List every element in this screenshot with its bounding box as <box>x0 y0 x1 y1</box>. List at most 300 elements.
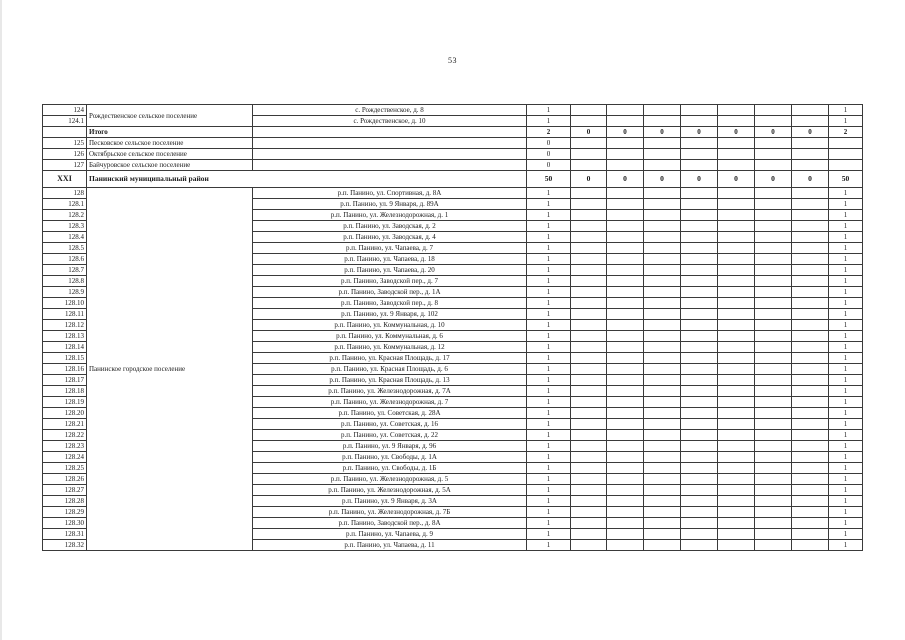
value-cell <box>607 276 644 287</box>
value-cell <box>792 441 829 452</box>
value-cell: 1 <box>527 105 571 116</box>
value-cell: 1 <box>527 276 571 287</box>
value-cell <box>718 496 755 507</box>
value-cell <box>718 474 755 485</box>
address-cell: р.п. Панино, ул. Железнодорожная, д. 1 <box>253 210 527 221</box>
value-cell <box>718 276 755 287</box>
address-cell: р.п. Панино, ул. Чапаева, д. 18 <box>253 254 527 265</box>
address-cell <box>253 127 527 138</box>
value-cell <box>755 149 792 160</box>
value-cell <box>681 540 718 551</box>
value-cell <box>607 105 644 116</box>
row-number: 126 <box>43 149 87 160</box>
value-cell: 0 <box>527 160 571 171</box>
value-cell <box>681 452 718 463</box>
row-number: 128.19 <box>43 397 87 408</box>
value-cell <box>607 232 644 243</box>
row-number: 128.18 <box>43 386 87 397</box>
value-cell <box>755 408 792 419</box>
address-cell: р.п. Панино, Заводской пер., д. 8 <box>253 298 527 309</box>
value-cell <box>681 188 718 199</box>
value-cell <box>755 309 792 320</box>
table-row <box>43 138 863 149</box>
row-number: 127 <box>43 160 87 171</box>
value-cell <box>607 529 644 540</box>
value-cell: 1 <box>829 485 863 496</box>
row-number: 128.11 <box>43 309 87 320</box>
value-cell <box>644 254 681 265</box>
value-cell <box>644 430 681 441</box>
value-cell: 0 <box>644 127 681 138</box>
value-cell <box>718 408 755 419</box>
value-cell <box>644 496 681 507</box>
value-cell <box>644 138 681 149</box>
value-cell <box>755 452 792 463</box>
value-cell <box>792 287 829 298</box>
value-cell <box>718 430 755 441</box>
value-cell <box>755 287 792 298</box>
address-cell: с. Рождественское, д. 10 <box>253 116 527 127</box>
value-cell <box>644 265 681 276</box>
address-cell: с. Рождественское, д. 8 <box>253 105 527 116</box>
value-cell <box>607 540 644 551</box>
value-cell <box>755 540 792 551</box>
value-cell <box>792 375 829 386</box>
value-cell <box>571 463 607 474</box>
address-cell: р.п. Панино, ул. Красная Площадь, д. 6 <box>253 364 527 375</box>
row-number: 128.30 <box>43 518 87 529</box>
value-cell <box>644 386 681 397</box>
value-cell: 1 <box>527 364 571 375</box>
value-cell <box>718 149 755 160</box>
value-cell <box>607 188 644 199</box>
value-cell: 1 <box>829 210 863 221</box>
address-cell: р.п. Панино, ул. 9 Января, д. 102 <box>253 309 527 320</box>
value-cell <box>792 430 829 441</box>
value-cell: 1 <box>829 188 863 199</box>
value-cell <box>792 254 829 265</box>
table-row <box>43 160 863 171</box>
value-cell <box>644 149 681 160</box>
value-cell: 1 <box>829 320 863 331</box>
value-cell <box>718 540 755 551</box>
value-cell <box>718 452 755 463</box>
value-cell <box>607 243 644 254</box>
value-cell <box>681 243 718 254</box>
value-cell: 1 <box>829 386 863 397</box>
value-cell <box>681 463 718 474</box>
value-cell: 0 <box>644 171 681 188</box>
value-cell <box>718 342 755 353</box>
value-cell <box>571 342 607 353</box>
value-cell <box>681 474 718 485</box>
value-cell: 1 <box>527 199 571 210</box>
address-cell: р.п. Панино, ул. Красная Площадь, д. 13 <box>253 375 527 386</box>
value-cell <box>681 353 718 364</box>
value-cell <box>792 160 829 171</box>
value-cell <box>792 298 829 309</box>
value-cell <box>607 221 644 232</box>
value-cell <box>681 309 718 320</box>
value-cell <box>644 342 681 353</box>
value-cell <box>607 309 644 320</box>
value-cell <box>571 298 607 309</box>
value-cell <box>644 105 681 116</box>
value-cell <box>718 364 755 375</box>
value-cell <box>607 419 644 430</box>
value-cell <box>718 287 755 298</box>
value-cell <box>792 485 829 496</box>
page-number: 53 <box>448 56 457 65</box>
value-cell <box>755 397 792 408</box>
total-row <box>43 127 863 138</box>
value-cell <box>792 342 829 353</box>
value-cell <box>681 232 718 243</box>
row-number: 128.5 <box>43 243 87 254</box>
row-number: 128.2 <box>43 210 87 221</box>
address-cell: р.п. Панино, ул. Советская, д. 16 <box>253 419 527 430</box>
value-cell: 1 <box>527 529 571 540</box>
value-cell: 1 <box>829 353 863 364</box>
value-cell <box>755 210 792 221</box>
value-cell <box>571 116 607 127</box>
value-cell <box>681 331 718 342</box>
value-cell <box>718 529 755 540</box>
value-cell: 1 <box>527 485 571 496</box>
value-cell: 1 <box>829 254 863 265</box>
value-cell <box>718 116 755 127</box>
row-number: 128.26 <box>43 474 87 485</box>
value-cell <box>607 160 644 171</box>
value-cell <box>681 254 718 265</box>
value-cell <box>571 210 607 221</box>
value-cell <box>571 221 607 232</box>
value-cell <box>607 375 644 386</box>
value-cell <box>681 265 718 276</box>
value-cell: 0 <box>681 127 718 138</box>
value-cell <box>607 408 644 419</box>
value-cell: 1 <box>527 496 571 507</box>
value-cell <box>607 342 644 353</box>
value-cell <box>644 276 681 287</box>
row-number: 128.29 <box>43 507 87 518</box>
region-number: XXI <box>43 171 87 188</box>
row-number: 128.25 <box>43 463 87 474</box>
value-cell: 1 <box>527 353 571 364</box>
value-cell <box>755 320 792 331</box>
value-cell: 1 <box>829 507 863 518</box>
row-number: 128.3 <box>43 221 87 232</box>
value-cell <box>571 529 607 540</box>
row-number: 128.28 <box>43 496 87 507</box>
value-cell <box>755 188 792 199</box>
value-cell: 1 <box>829 105 863 116</box>
value-cell <box>571 496 607 507</box>
value-cell <box>755 507 792 518</box>
value-cell: 0 <box>718 127 755 138</box>
value-cell <box>792 188 829 199</box>
value-cell <box>792 221 829 232</box>
value-cell <box>607 138 644 149</box>
value-cell <box>792 309 829 320</box>
value-cell <box>681 485 718 496</box>
value-cell <box>755 441 792 452</box>
address-cell: р.п. Панино, ул. Железнодорожная, д. 7А <box>253 386 527 397</box>
value-cell <box>571 474 607 485</box>
row-number: 128.23 <box>43 441 87 452</box>
value-cell: 1 <box>829 452 863 463</box>
address-cell: р.п. Панино, ул. Красная Площадь, д. 17 <box>253 353 527 364</box>
value-cell <box>571 287 607 298</box>
value-cell <box>755 353 792 364</box>
value-cell: 1 <box>527 474 571 485</box>
value-cell <box>718 419 755 430</box>
row-number: 128.14 <box>43 342 87 353</box>
value-cell <box>792 105 829 116</box>
value-cell: 1 <box>829 199 863 210</box>
address-cell: р.п. Панино, ул. Железнодорожная, д. 5А <box>253 485 527 496</box>
value-cell <box>755 342 792 353</box>
value-cell <box>681 430 718 441</box>
value-cell <box>644 474 681 485</box>
value-cell <box>755 276 792 287</box>
value-cell <box>607 441 644 452</box>
municipality-name: Песковское сельское поселение <box>87 138 253 149</box>
value-cell: 0 <box>571 127 607 138</box>
value-cell <box>718 221 755 232</box>
value-cell <box>681 320 718 331</box>
value-cell <box>644 540 681 551</box>
value-cell: 1 <box>527 463 571 474</box>
value-cell <box>571 243 607 254</box>
value-cell <box>607 496 644 507</box>
value-cell: 1 <box>527 540 571 551</box>
value-cell <box>681 397 718 408</box>
value-cell <box>755 265 792 276</box>
value-cell: 50 <box>527 171 571 188</box>
value-cell <box>681 386 718 397</box>
value-cell <box>792 408 829 419</box>
value-cell <box>718 485 755 496</box>
value-cell <box>571 353 607 364</box>
value-cell <box>607 199 644 210</box>
value-cell <box>681 149 718 160</box>
value-cell <box>755 485 792 496</box>
value-cell <box>607 386 644 397</box>
value-cell <box>792 529 829 540</box>
value-cell: 1 <box>527 265 571 276</box>
value-cell <box>644 331 681 342</box>
value-cell <box>792 210 829 221</box>
value-cell <box>571 430 607 441</box>
value-cell: 1 <box>829 540 863 551</box>
value-cell <box>644 507 681 518</box>
value-cell <box>607 430 644 441</box>
address-cell: р.п. Панино, ул. Железнодорожная, д. 5 <box>253 474 527 485</box>
value-cell: 0 <box>681 171 718 188</box>
value-cell: 1 <box>527 320 571 331</box>
value-cell <box>571 441 607 452</box>
value-cell <box>792 265 829 276</box>
address-cell: р.п. Панино, ул. Железнодорожная, д. 7 <box>253 397 527 408</box>
value-cell <box>607 210 644 221</box>
row-number: 124 <box>43 105 87 116</box>
value-cell <box>644 364 681 375</box>
value-cell <box>755 105 792 116</box>
value-cell <box>607 452 644 463</box>
value-cell: 1 <box>829 518 863 529</box>
address-cell: р.п. Панино, ул. Коммунальная, д. 10 <box>253 320 527 331</box>
value-cell <box>792 232 829 243</box>
value-cell: 1 <box>527 232 571 243</box>
address-cell: р.п. Панино, ул. Советская, д. 28А <box>253 408 527 419</box>
row-number <box>43 127 87 138</box>
value-cell: 1 <box>829 232 863 243</box>
value-cell: 1 <box>527 342 571 353</box>
row-number: 125 <box>43 138 87 149</box>
value-cell: 0 <box>607 127 644 138</box>
row-number: 128.17 <box>43 375 87 386</box>
value-cell <box>681 276 718 287</box>
address-cell: р.п. Панино, ул. Заводская, д. 2 <box>253 221 527 232</box>
value-cell <box>681 375 718 386</box>
value-cell: 1 <box>527 375 571 386</box>
value-cell <box>681 518 718 529</box>
address-cell: р.п. Панино, ул. 9 Января, д. 89А <box>253 199 527 210</box>
value-cell: 50 <box>829 171 863 188</box>
value-cell <box>571 188 607 199</box>
value-cell <box>644 441 681 452</box>
region-name: Панинский муниципальный район <box>87 171 527 188</box>
value-cell <box>681 221 718 232</box>
value-cell <box>718 243 755 254</box>
value-cell: 1 <box>829 430 863 441</box>
value-cell <box>571 254 607 265</box>
value-cell <box>644 298 681 309</box>
row-number: 128.27 <box>43 485 87 496</box>
value-cell: 0 <box>755 127 792 138</box>
value-cell <box>571 309 607 320</box>
value-cell <box>571 364 607 375</box>
value-cell <box>718 210 755 221</box>
value-cell: 1 <box>829 243 863 254</box>
row-number: 128.1 <box>43 199 87 210</box>
value-cell <box>792 149 829 160</box>
value-cell <box>718 199 755 210</box>
value-cell <box>607 320 644 331</box>
value-cell <box>681 529 718 540</box>
value-cell: 1 <box>829 397 863 408</box>
value-cell <box>607 298 644 309</box>
value-cell: 1 <box>829 474 863 485</box>
value-cell <box>681 160 718 171</box>
register-table <box>42 104 863 551</box>
value-cell: 1 <box>527 210 571 221</box>
value-cell <box>607 518 644 529</box>
value-cell: 1 <box>829 496 863 507</box>
value-cell: 1 <box>829 408 863 419</box>
value-cell <box>718 375 755 386</box>
value-cell: 0 <box>792 127 829 138</box>
value-cell <box>755 232 792 243</box>
value-cell <box>571 105 607 116</box>
row-number: 128.24 <box>43 452 87 463</box>
value-cell: 1 <box>527 419 571 430</box>
value-cell <box>681 116 718 127</box>
value-cell: 0 <box>755 171 792 188</box>
value-cell: 1 <box>527 441 571 452</box>
row-number: 128.12 <box>43 320 87 331</box>
value-cell <box>755 331 792 342</box>
value-cell <box>755 419 792 430</box>
address-cell: р.п. Панино, ул. Чапаева, д. 20 <box>253 265 527 276</box>
value-cell: 1 <box>829 342 863 353</box>
value-cell <box>571 386 607 397</box>
address-cell: р.п. Панино, ул. Чапаева, д. 7 <box>253 243 527 254</box>
value-cell <box>571 320 607 331</box>
value-cell <box>571 540 607 551</box>
value-cell <box>755 221 792 232</box>
value-cell <box>607 507 644 518</box>
value-cell: 1 <box>829 309 863 320</box>
value-cell <box>571 138 607 149</box>
address-cell: р.п. Панино, ул. Чапаева, д. 9 <box>253 529 527 540</box>
value-cell <box>792 386 829 397</box>
value-cell: 0 <box>792 171 829 188</box>
address-cell: р.п. Панино, ул. Коммунальная, д. 12 <box>253 342 527 353</box>
value-cell <box>755 463 792 474</box>
value-cell <box>681 408 718 419</box>
address-cell <box>253 149 527 160</box>
value-cell <box>792 540 829 551</box>
municipality-name: Октябрьское сельское поселение <box>87 149 253 160</box>
value-cell: 0 <box>607 171 644 188</box>
value-cell <box>644 199 681 210</box>
value-cell <box>829 138 863 149</box>
value-cell <box>718 507 755 518</box>
value-cell <box>571 419 607 430</box>
value-cell <box>607 353 644 364</box>
value-cell <box>792 276 829 287</box>
address-cell <box>253 160 527 171</box>
value-cell: 1 <box>527 452 571 463</box>
value-cell <box>792 419 829 430</box>
value-cell <box>681 507 718 518</box>
value-cell <box>644 309 681 320</box>
row-number: 128.31 <box>43 529 87 540</box>
row-number: 128.16 <box>43 364 87 375</box>
value-cell <box>755 243 792 254</box>
address-cell: р.п. Панино, ул. Спортивная, д. 8А <box>253 188 527 199</box>
value-cell: 1 <box>527 298 571 309</box>
value-cell <box>718 160 755 171</box>
municipality-name: Рождественское сельское поселение <box>87 105 253 127</box>
value-cell <box>755 474 792 485</box>
value-cell: 0 <box>527 138 571 149</box>
value-cell <box>644 529 681 540</box>
value-cell: 0 <box>527 149 571 160</box>
value-cell <box>644 320 681 331</box>
value-cell: 1 <box>829 287 863 298</box>
address-cell: р.п. Панино, ул. Заводская, д. 4 <box>253 232 527 243</box>
value-cell <box>571 408 607 419</box>
address-cell: р.п. Панино, ул. 9 Января, д. 3А <box>253 496 527 507</box>
value-cell <box>792 474 829 485</box>
value-cell <box>644 518 681 529</box>
table-row <box>43 105 863 116</box>
value-cell <box>681 105 718 116</box>
value-cell <box>792 116 829 127</box>
